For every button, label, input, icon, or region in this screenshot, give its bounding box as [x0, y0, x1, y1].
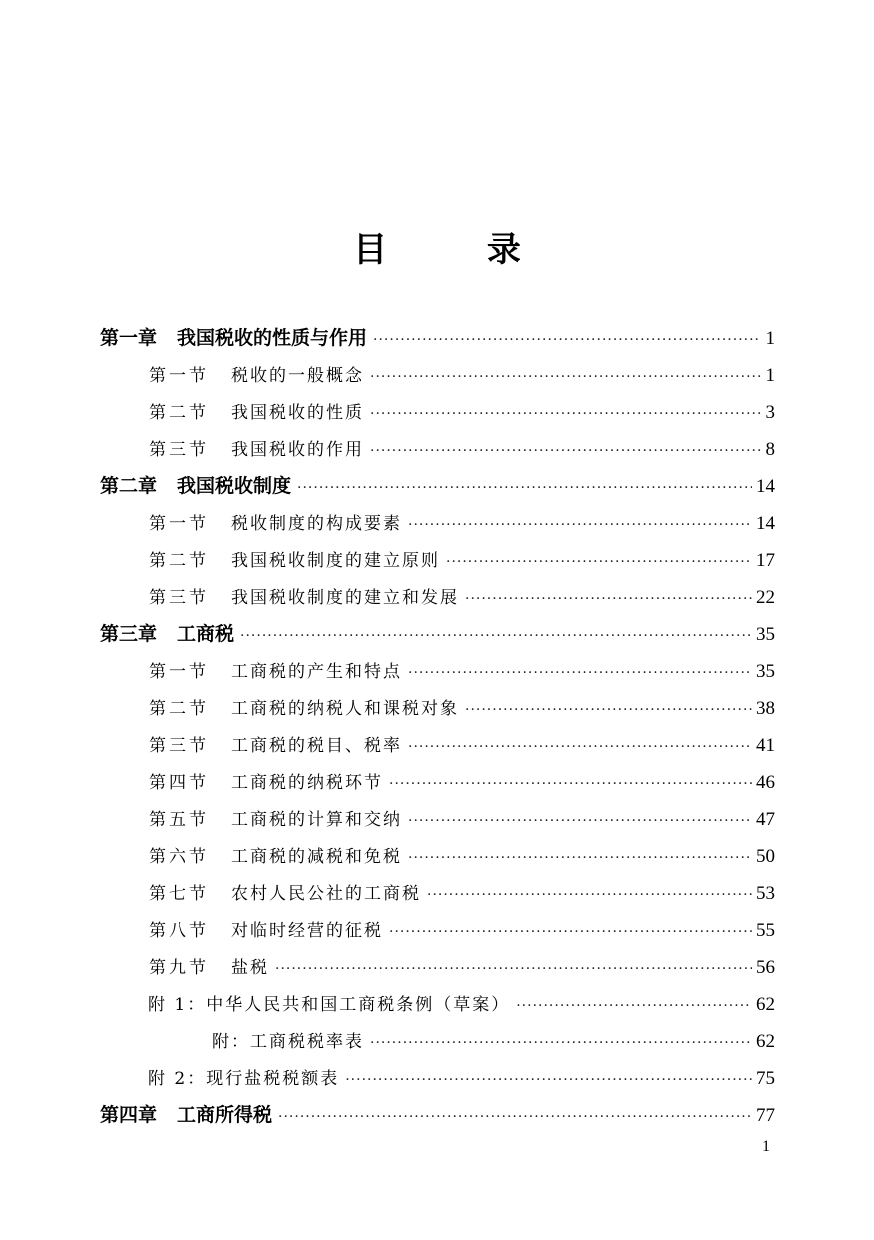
- toc-entry-number: 第二节: [149, 403, 209, 423]
- toc-entry-number: 第一节: [149, 366, 209, 386]
- toc-entry-title: 我国税收制度的建立原则: [231, 551, 440, 571]
- dot-leader: [427, 877, 752, 914]
- toc-entry-page: 55: [756, 920, 775, 941]
- toc-entry-page: 8: [765, 439, 775, 460]
- dot-leader: [297, 470, 752, 507]
- toc-chapter-2[interactable]: [100, 468, 775, 505]
- toc-section[interactable]: [100, 949, 775, 986]
- toc-entry-title: 我国税收的性质: [231, 403, 364, 423]
- dot-leader: [278, 1099, 752, 1136]
- toc-entry-title: 工商税的纳税人和课税对象: [231, 699, 459, 719]
- dot-leader: [240, 618, 752, 655]
- toc-entry-title: 我国税收制度的建立和发展: [231, 588, 459, 608]
- page-title: 目 录: [353, 230, 565, 270]
- toc-entry-page: 35: [756, 661, 775, 682]
- toc-entry-title: 税收的一般概念: [231, 366, 364, 386]
- toc-entry-title: 工商所得税: [177, 1104, 273, 1126]
- toc-section[interactable]: [100, 505, 775, 542]
- toc-entry-page: 56: [756, 957, 775, 978]
- toc-entry-title: 附 2：现行盐税税额表: [148, 1069, 340, 1089]
- toc-chapter-3[interactable]: [100, 616, 775, 653]
- toc-entry-number: 第二节: [149, 551, 209, 571]
- toc-entry-title: 工商税的纳税环节: [231, 773, 383, 793]
- toc-entry-page: 17: [756, 550, 775, 571]
- toc-section[interactable]: [100, 764, 775, 801]
- toc-entry-title: 附：工商税税率表: [212, 1032, 364, 1052]
- dot-leader: [370, 359, 761, 396]
- dot-leader: [389, 914, 752, 951]
- toc-entry-number: 第七节: [149, 884, 209, 904]
- toc-entry-number: 第四节: [149, 773, 209, 793]
- dot-leader: [408, 803, 752, 840]
- toc-section[interactable]: [100, 801, 775, 838]
- dot-leader: [465, 692, 752, 729]
- toc-entry-page: 75: [756, 1068, 775, 1089]
- dot-leader: [345, 1062, 752, 1099]
- toc-entry-number: 第一节: [149, 662, 209, 682]
- toc-section[interactable]: [100, 653, 775, 690]
- toc-entry-number: 第二节: [149, 699, 209, 719]
- toc-entry-number: 第一章: [100, 327, 158, 349]
- dot-leader: [465, 581, 752, 618]
- toc-entry-page: 14: [756, 513, 775, 534]
- toc-entry-page: 1: [765, 328, 775, 349]
- toc-entry-title: 我国税收制度: [177, 475, 292, 497]
- toc-section[interactable]: [100, 727, 775, 764]
- toc-entry-page: 77: [756, 1105, 775, 1126]
- dot-leader: [408, 507, 752, 544]
- dot-leader: [389, 766, 752, 803]
- toc-entry-number: 第一节: [149, 514, 209, 534]
- toc-section[interactable]: [100, 579, 775, 616]
- toc-entry-title: 盐税: [231, 958, 269, 978]
- toc-entry-number: 第三节: [149, 588, 209, 608]
- toc-entry-page: 47: [756, 809, 775, 830]
- toc-entry-number: 第九节: [149, 958, 209, 978]
- toc-entry-title: 工商税的税目、税率: [231, 736, 402, 756]
- toc-entry-page: 1: [765, 365, 775, 386]
- toc-entry-page: 38: [756, 698, 775, 719]
- toc-entry-title: 我国税收的性质与作用: [177, 327, 368, 349]
- toc-entry-title: 附 1：中华人民共和国工商税条例（草案）: [148, 995, 511, 1015]
- toc-entry-number: 第四章: [100, 1104, 158, 1126]
- dot-leader: [275, 951, 752, 988]
- toc-appendix[interactable]: [100, 1060, 775, 1097]
- toc-appendix[interactable]: [100, 986, 775, 1023]
- dot-leader: [373, 322, 761, 359]
- toc-chapter-1[interactable]: [100, 320, 775, 357]
- toc-entry-number: 第五节: [149, 810, 209, 830]
- toc-entry-number: 第八节: [149, 921, 209, 941]
- dot-leader: [408, 729, 752, 766]
- toc-entry-page: 41: [756, 735, 775, 756]
- toc-entry-page: 14: [756, 476, 775, 497]
- dot-leader: [370, 396, 761, 433]
- dot-leader: [516, 988, 752, 1025]
- toc-entry-page: 22: [756, 587, 775, 608]
- toc-entry-number: 第三节: [149, 736, 209, 756]
- dot-leader: [408, 655, 752, 692]
- toc-section[interactable]: [100, 431, 775, 468]
- toc-entry-number: 第六节: [149, 847, 209, 867]
- toc-chapter-4[interactable]: [100, 1097, 775, 1134]
- dot-leader: [408, 840, 752, 877]
- toc-entry-number: 第三章: [100, 623, 158, 645]
- dot-leader: [370, 433, 761, 470]
- toc-entry-number: 第二章: [100, 475, 158, 497]
- toc-entry-title: 农村人民公社的工商税: [231, 884, 421, 904]
- toc-section[interactable]: [100, 912, 775, 949]
- table-of-contents: [100, 320, 775, 1134]
- toc-entry-page: 46: [756, 772, 775, 793]
- toc-entry-page: 3: [765, 402, 775, 423]
- toc-entry-title: 我国税收的作用: [231, 440, 364, 460]
- toc-entry-title: 对临时经营的征税: [231, 921, 383, 941]
- toc-section[interactable]: [100, 542, 775, 579]
- toc-entry-number: 第三节: [149, 440, 209, 460]
- toc-entry-title: 工商税的减税和免税: [231, 847, 402, 867]
- toc-entry-page: 50: [756, 846, 775, 867]
- toc-entry-title: 工商税的产生和特点: [231, 662, 402, 682]
- dot-leader: [446, 544, 752, 581]
- toc-entry-page: 53: [756, 883, 775, 904]
- toc-entry-title: 工商税: [177, 623, 235, 645]
- toc-sub-appendix[interactable]: [100, 1023, 775, 1060]
- toc-section[interactable]: [100, 394, 775, 431]
- toc-entry-title: 税收制度的构成要素: [231, 514, 402, 534]
- toc-entry-page: 35: [756, 624, 775, 645]
- toc-section[interactable]: [100, 690, 775, 727]
- toc-section[interactable]: [100, 838, 775, 875]
- dot-leader: [370, 1025, 752, 1062]
- toc-section[interactable]: [100, 357, 775, 394]
- page-number: 1: [762, 1138, 770, 1155]
- toc-entry-page: 62: [756, 994, 775, 1015]
- toc-entry-page: 62: [756, 1031, 775, 1052]
- toc-entry-title: 工商税的计算和交纳: [231, 810, 402, 830]
- toc-section[interactable]: [100, 875, 775, 912]
